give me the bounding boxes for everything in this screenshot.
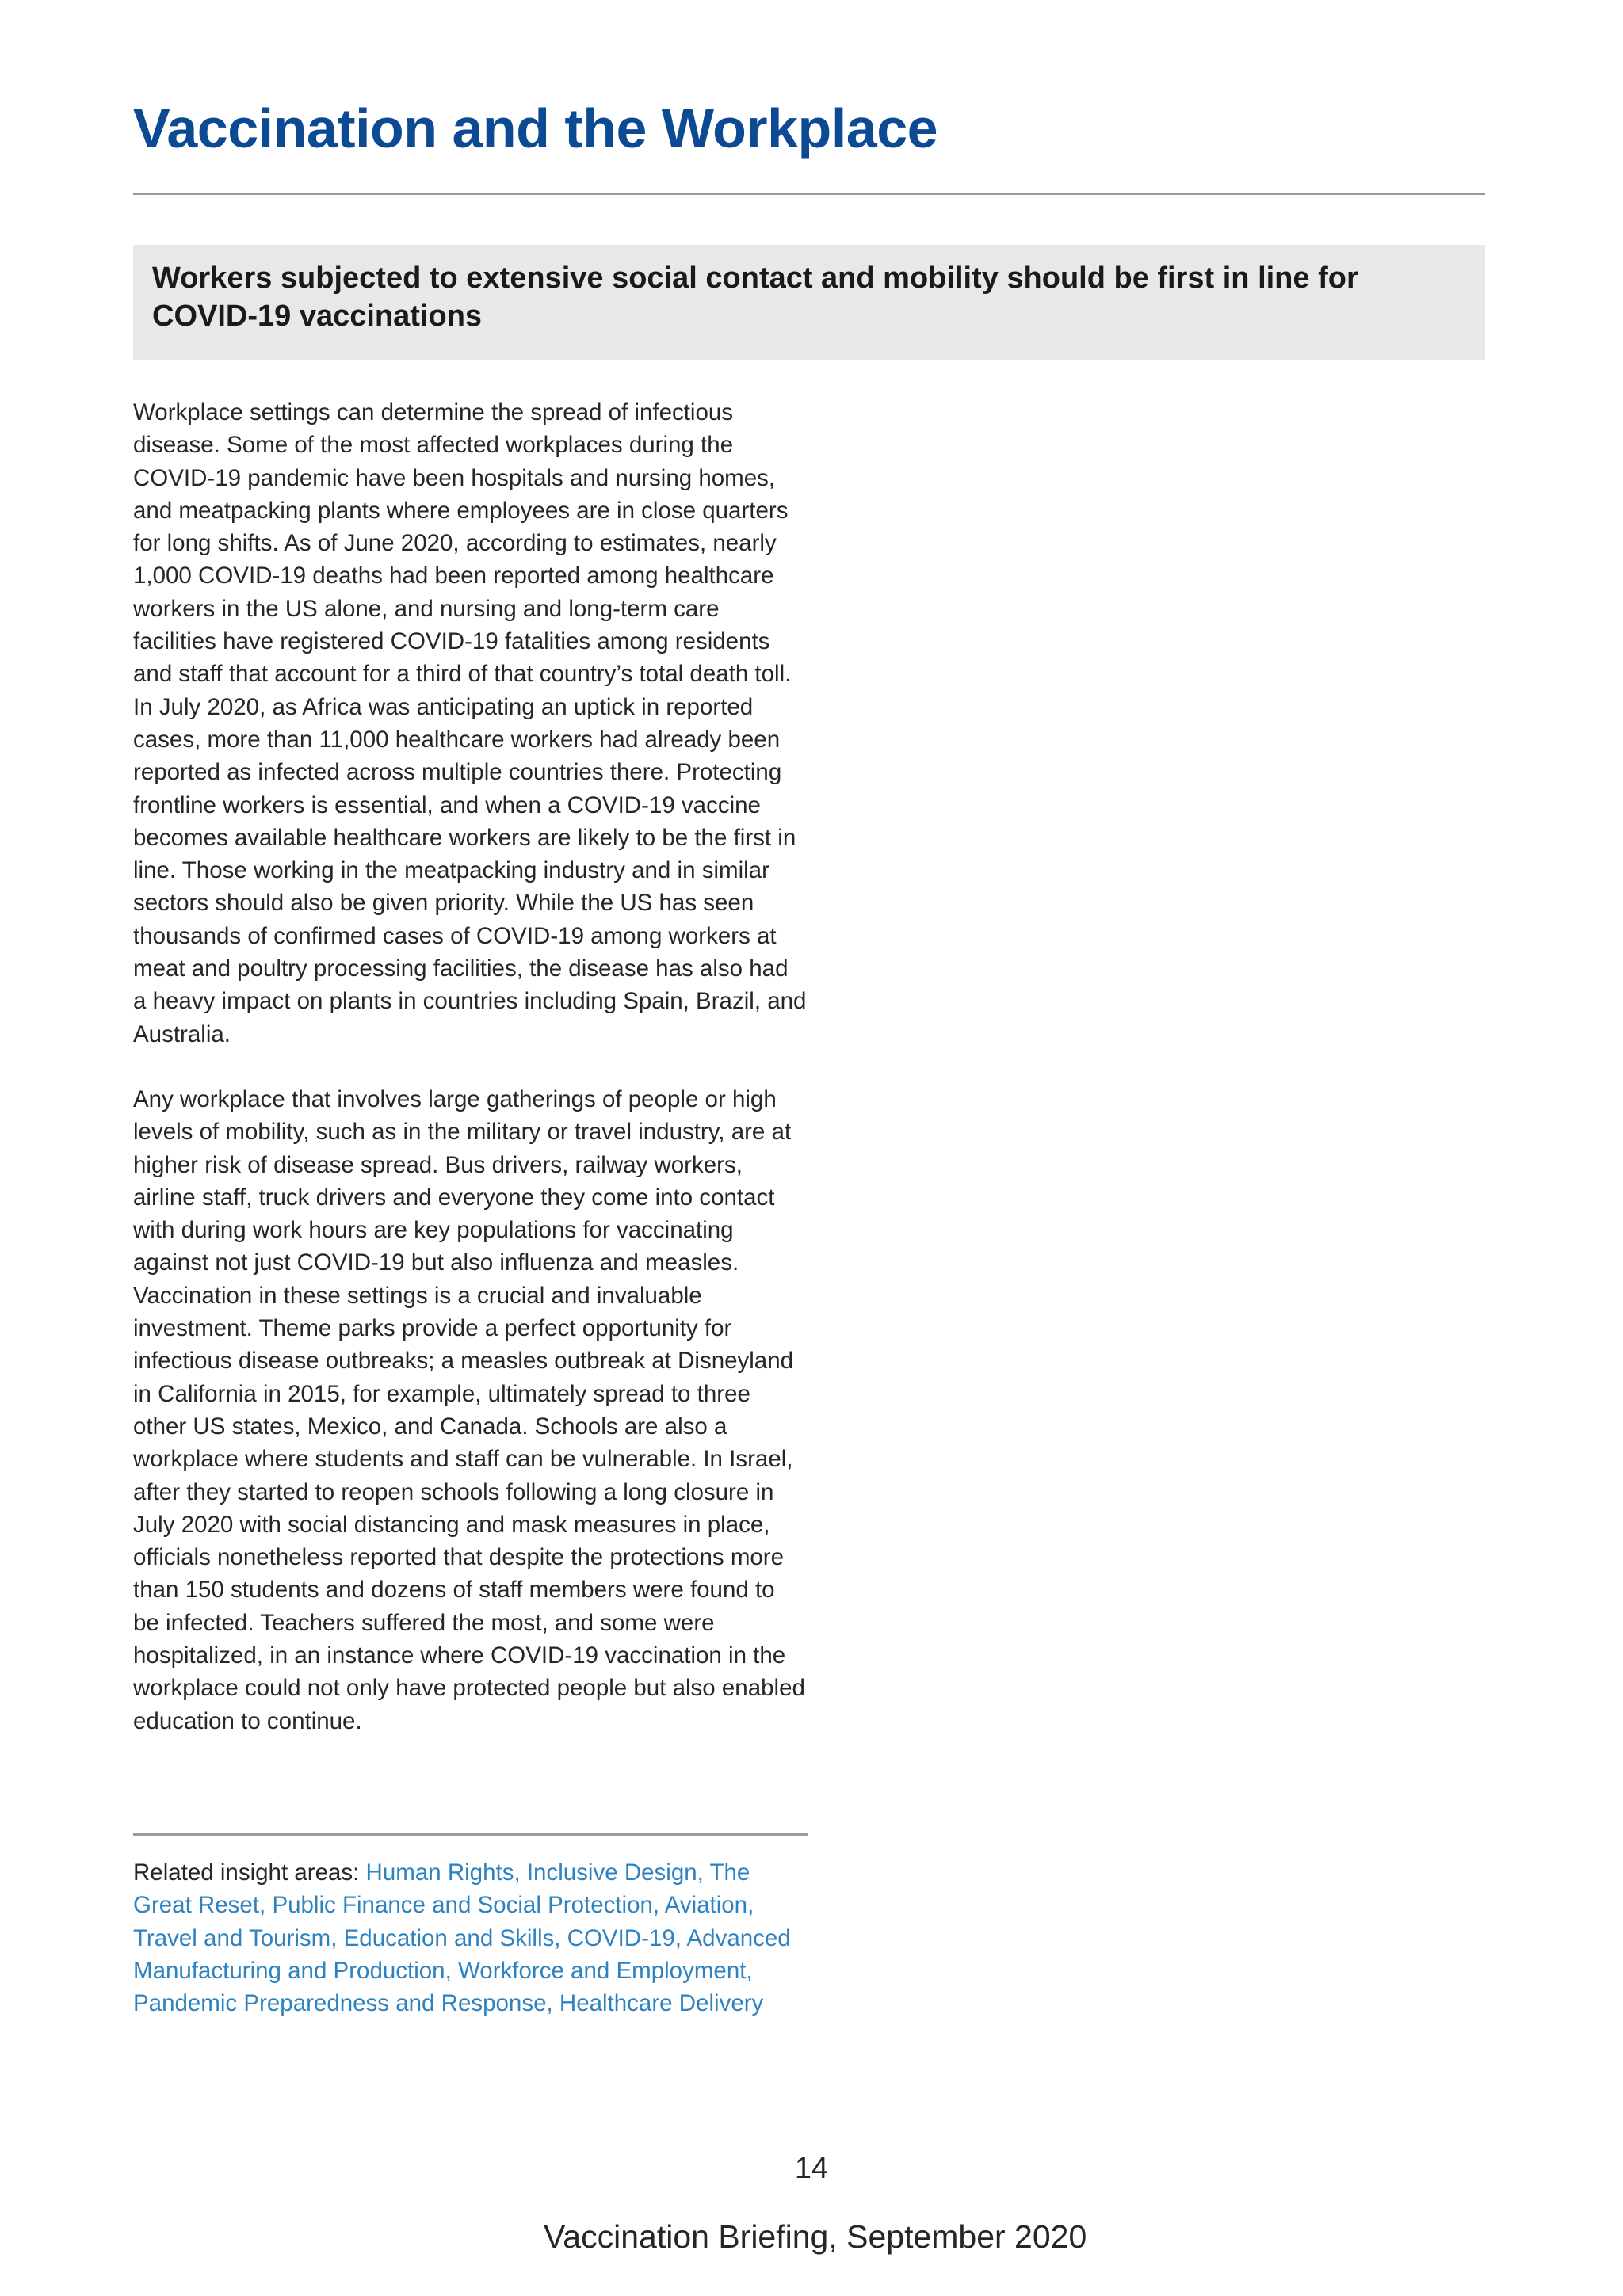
link-aviation-travel-tourism[interactable]: Aviation, Travel and Tourism,: [133, 1892, 754, 1951]
footer-text: Vaccination Briefing, September 2020: [544, 2218, 1087, 2255]
related-label: Related insight areas:: [133, 1859, 366, 1886]
body-column: [133, 396, 807, 1737]
page-number: 14: [794, 2152, 829, 2185]
related-divider: [133, 1833, 808, 1836]
body-paragraph-1: Workplace settings can determine the spread of infectious disease. Some of the most affected workplaces during the COVID-19 pandemic have been hospitals and nursing homes, and meatpacking plants where employees are in close quarters for long shifts. As of June 2020, according to estimates, nearly 1,000 COVID-19 deaths had been reported among healthcare workers in the US alone, and nursing and long-term care facilities have registered COVID-19 fatalities among residents and staff that account for a third of that country’s total death toll. In July 2020, as Africa was anticipating an uptick in reported cases, more than 11,000 healthcare workers had already been reported as infected across multiple countries there. Protecting frontline workers is essential, and when a COVID-19 vaccine becomes available healthcare workers are likely to be the first in line. Those working in the meatpacking industry and in similar sectors should also be given priority. While the US has seen thousands of confirmed cases of COVID-19 among workers at meat and poultry processing facilities, the disease has also had a heavy impact on plants in countries including Spain, Brazil, and Australia.: [133, 399, 807, 1047]
callout-box: [133, 245, 1485, 360]
link-advanced-manufacturing[interactable]: Advanced Manufacturing and Production,: [133, 1924, 791, 1984]
link-pandemic-preparedness[interactable]: Pandemic Preparedness and Response,: [133, 1990, 559, 2017]
link-covid-19[interactable]: COVID-19,: [567, 1924, 687, 1951]
link-workforce-employment[interactable]: Workforce and Employment,: [457, 1957, 753, 1984]
link-education-skills[interactable]: Education and Skills,: [343, 1924, 567, 1951]
related-insights: [133, 1856, 815, 2019]
title-divider: [133, 193, 1485, 195]
callout-text: Workers subjected to extensive social contact and mobility should be first in line for COVID-19 vaccinations: [152, 261, 1358, 333]
page-title: Vaccination and the Workplace: [133, 97, 938, 159]
link-public-finance[interactable]: Public Finance and Social Protection,: [272, 1892, 665, 1919]
link-inclusive-design[interactable]: Inclusive Design,: [526, 1859, 710, 1886]
link-healthcare-delivery[interactable]: Healthcare Delivery: [559, 1990, 764, 2017]
link-great-reset[interactable]: The Great Reset,: [133, 1859, 750, 1919]
body-paragraph-2: Any workplace that involves large gatherings of people or high levels of mobility, such as in the military or travel industry, are at higher risk of disease spread. Bus drivers, railway workers, airline staff, truck drivers and everyone they come into contact with during work hours are key populations for vaccinating against not just COVID-19 but also influenza and measles. Vaccination in these settings is a crucial and invaluable investment. Theme parks provide a perfect opportunity for infectious disease outbreaks; a measles outbreak at Disneyland in California in 2015, for example, ultimately spread to three other US states, Mexico, and Canada. Schools are also a workplace where students and staff can be vulnerable. In Israel, after they started to reopen schools following a long closure in July 2020 with social distancing and mask measures in place, officials nonetheless reported that despite the protections more than 150 students and dozens of staff members were found to be infected. Teachers suffered the most, and some were hospitalized, in an instance where COVID-19 vaccination in the workplace could not only have protected people but also enabled education to continue.: [133, 1085, 805, 1734]
link-human-rights[interactable]: Human Rights,: [365, 1859, 527, 1886]
